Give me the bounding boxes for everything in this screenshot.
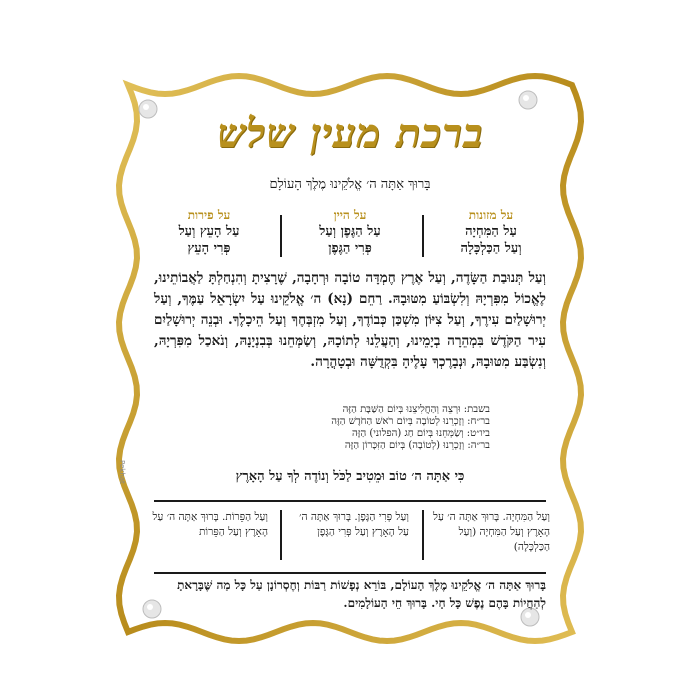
column-wine <box>291 208 409 257</box>
plaque-content <box>150 100 550 620</box>
borei-nefashot-blessing: בָּרוּךְ אַתָּה ה׳ אֱלֹקֵינוּ מֶלֶךְ הָעוֹלָם, בּוֹרֵא נְפָשׁוֹת רַבּוֹת וְחֶסְרוֹנָן עַל כָּל מַה שֶּׁבָּרָאתָ לְהַחֲיוֹת בָּהֶם נֶפֶשׁ כָּל חָי. בָּרוּךְ חֵי הָעוֹלָמִים. <box>177 578 546 610</box>
column-line: עַל הַגֶּפֶן וְעַל <box>319 224 381 239</box>
note-line: ביו״ט: וְשַׂמְּחֵנוּ בְּיוֹם חַג (הפלוני) הַזֶּה <box>351 428 490 439</box>
special-days-notes <box>210 404 490 452</box>
column-heading: על היין <box>333 208 367 222</box>
bottom-column-fruits: וְעַל הַפֵּרוֹת. בָּרוּךְ אַתָּה ה׳ עַל הָאָרֶץ וְעַל הַפֵּרוֹת <box>152 511 268 538</box>
main-paragraph: וְעַל תְּנוּבַת הַשָּׂדֶה, וְעַל אֶרֶץ חֶמְדָּה טוֹבָה וּרְחָבָה, שֶׁרָצִיתָ וְהִנְחַלְתָּ לַאֲבוֹתֵינוּ, לֶאֱכוֹל מִפִּרְיָהּ וְלִשְׂבּוֹעַ מִטּוּבָהּ. רַחֵם (נָא) ה׳ אֱלֹקֵינוּ עַל יִשְׂרָאֵל עַמֶּךָ, וְעַל יְרוּשָׁלַיִם עִירֶךָ, וְעַל צִיּוֹן מִשְׁכַּן כְּבוֹדֶךָ, וְעַל מִזְבְּחֶךָ וְעַל הֵיכָלֶךָ. וּבְנֵה יְרוּשָׁלַיִם עִיר הַקֹּדֶשׁ בִּמְהֵרָה בְיָמֵינוּ, וְהַעֲלֵנוּ לְתוֹכָהּ, וְשַׂמְּחֵנוּ בְּבִנְיָנָהּ, וְנֹאכַל מִפִּרְיָהּ, וְנִשְׂבַּע מִטּוּבָהּ, וּנְבָרֶכְךָ עָלֶיהָ בִּקְדֻשָּׁה וּבְטָהֳרָה. <box>154 270 546 370</box>
column-line: עַל הַמִּחְיָה <box>465 224 517 239</box>
column-divider <box>422 510 424 560</box>
column-mezonot <box>432 208 550 257</box>
column-divider <box>280 215 282 257</box>
note-line: בשבת: וּרְצֵה וְהַחֲלִיצֵנוּ בְּיוֹם הַשַּׁבָּת הַזֶּה <box>342 404 490 415</box>
column-heading: על מזונות <box>468 208 514 222</box>
column-fruits <box>150 208 268 257</box>
divider-line <box>154 572 546 574</box>
opening-blessing: בָּרוּךְ אַתָּה ה׳ אֱלֹקֵינוּ מֶלֶךְ הָעוֹלָם <box>269 177 431 192</box>
note-line: בר״ח: וְזָכְרֵנוּ לְטוֹבָה בְּיוֹם רֹאשׁ הַחֹדֶשׁ הַזֶּה <box>331 416 490 427</box>
conclusion-line: כִּי אַתָּה ה׳ טוֹב וּמֵטִיב לַכֹּל וְנוֹדֶה לְךָ עַל הָאָרֶץ <box>235 469 465 484</box>
bottom-column-mezonot: וְעַל הַמִּחְיָה. בָּרוּךְ אַתָּה ה׳ עַל הָאָרֶץ וְעַל הַמִּחְיָה (וְעַל הַכַּלְכָּלָה) <box>433 511 550 553</box>
page-title: ברכת מעין שלש <box>216 110 484 157</box>
divider-line <box>154 500 546 502</box>
column-line: וְעַל הַכַּלְכָּלָה <box>460 241 522 256</box>
column-line: פְּרִי הָעֵץ <box>187 241 231 256</box>
column-divider <box>422 215 424 257</box>
column-line: פְּרִי הַגֶּפֶן <box>328 241 372 256</box>
bottom-column-wine: וְעַל פְּרִי הַגָּפֶן. בָּרוּךְ אַתָּה ה׳ עַל הָאָרֶץ וְעַל פְּרִי הַגָּפֶן <box>299 511 409 538</box>
column-divider <box>280 510 282 560</box>
note-line: בר״ה: וְזָכְרֵנוּ (לְטוֹבָה) בְּיוֹם הַזִּכָּרוֹן הַזֶּה <box>344 440 490 451</box>
column-heading: על פירות <box>187 208 231 222</box>
column-line: עַל הָעֵץ וְעַל <box>178 224 240 239</box>
maker-mark: Pekhat <box>118 460 126 484</box>
